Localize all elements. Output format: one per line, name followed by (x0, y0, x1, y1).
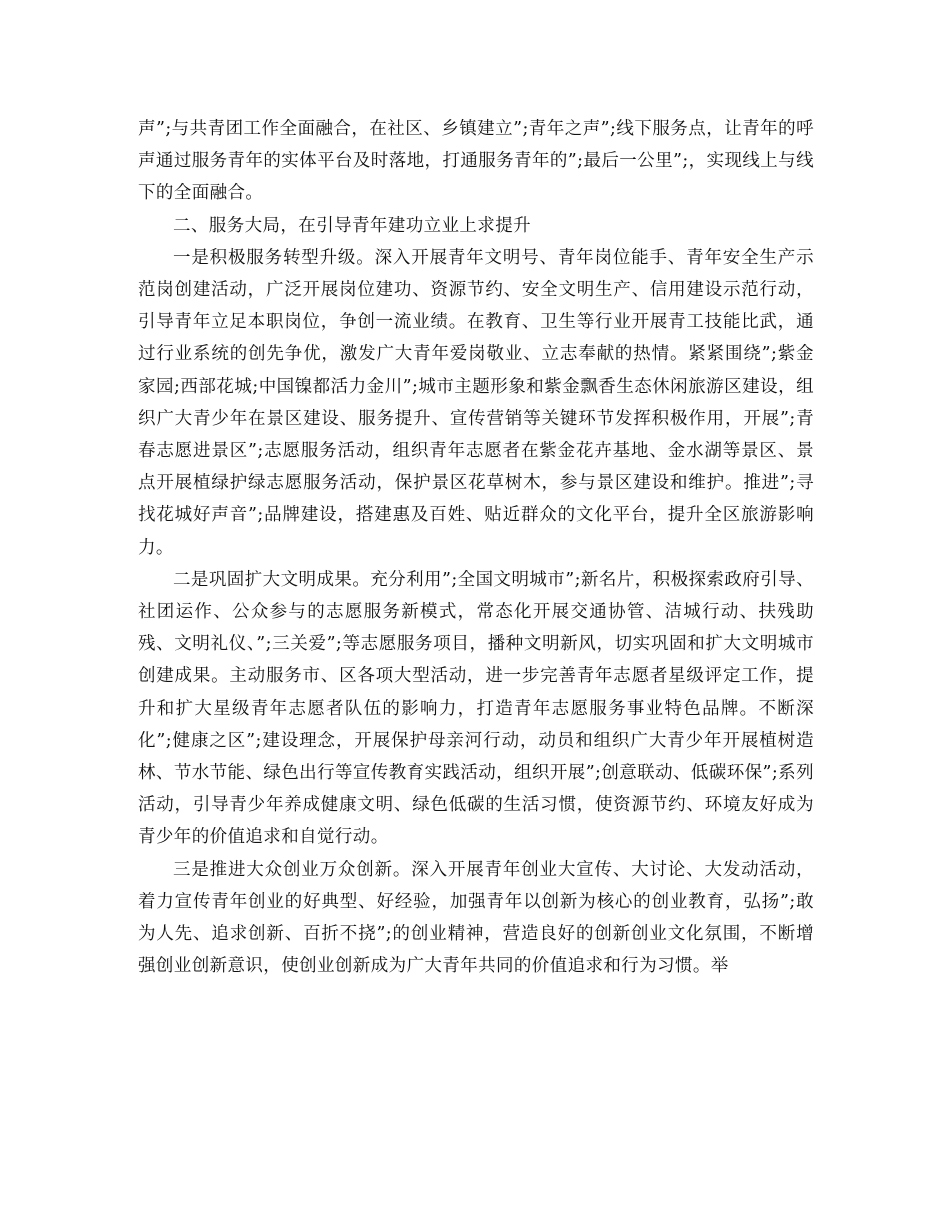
paragraph-entrepreneurship: 三是推进大众创业万众创新。深入开展青年创业大宣传、大讨论、大发动活动，着力宣传青年创业的好典型、好经验，加强青年以创新为核心的创业教育，弘扬”;敢为人先、追求创新、百折不挠”;的创业精神，营造良好的创新创业文化氛围，不断增强创业创新意识，使创业创新成为广大青年共同的价值追求和行为习惯。举 (138, 859, 814, 977)
paragraph-civilization: 二是巩固扩大文明成果。充分利用”;全国文明城市”;新名片，积极探索政府引导、社团运作、公众参与的志愿服务新模式，常态化开展交通协管、洁城行动、扶残助残、文明礼仪、”;三关爱”;等志愿服务项目，播种文明新风，切实巩固和扩大文明城市创建成果。主动服务市、区各项大型活动，进一步完善青年志愿者星级评定工作，提升和扩大星级青年志愿者队伍的影响力，打造青年志愿服务事业特色品牌。不断深化”;健康之区”;建设理念，开展保护母亲河行动，动员和组织广大青少年开展植树造林、节水节能、绿色出行等宣传教育实践活动，组织开展”;创意联动、低碳环保”;系列活动，引导青少年养成健康文明、绿色低碳的生活习惯，使资源节约、环境友好成为青少年的价值追求和自觉行动。 (138, 569, 814, 848)
section-heading: 二、服务大局，在引导青年建功立业上求提升 (173, 215, 531, 236)
paragraph-continuation: 声”;与共青团工作全面融合，在社区、乡镇建立”;青年之声”;线下服务点，让青年的呼声通过服务青年的实体平台及时落地，打通服务青年的”;最后一公里”;，实现线上与线下的全面融合。 (138, 119, 814, 204)
paragraph-transformation: 一是积极服务转型升级。深入开展青年文明号、青年岗位能手、青年安全生产示范岗创建活动，广泛开展岗位建功、资源节约、安全文明生产、信用建设示范行动，引导青年立足本职岗位，争创一流业绩。在教育、卫生等行业开展青工技能比武，通过行业系统的创先争优，激发广大青年爱岗敬业、立志奉献的热情。紧紧围绕”;紫金家园;西部花城;中国镍都活力金川”;城市主题形象和紫金飘香生态休闲旅游区建设，组织广大青少年在景区建设、服务提升、宣传营销等关键环节发挥积极作用，开展”;青春志愿进景区”;志愿服务活动，组织青年志愿者在紫金花卉基地、金水湖等景区、景点开展植绿护绿志愿服务活动，保护景区花草树木，参与景区建设和维护。推进”;寻找花城好声音”;品牌建设，搭建惠及百姓、贴近群众的文化平台，提升全区旅游影响力。 (138, 247, 814, 558)
document-body (138, 113, 814, 982)
